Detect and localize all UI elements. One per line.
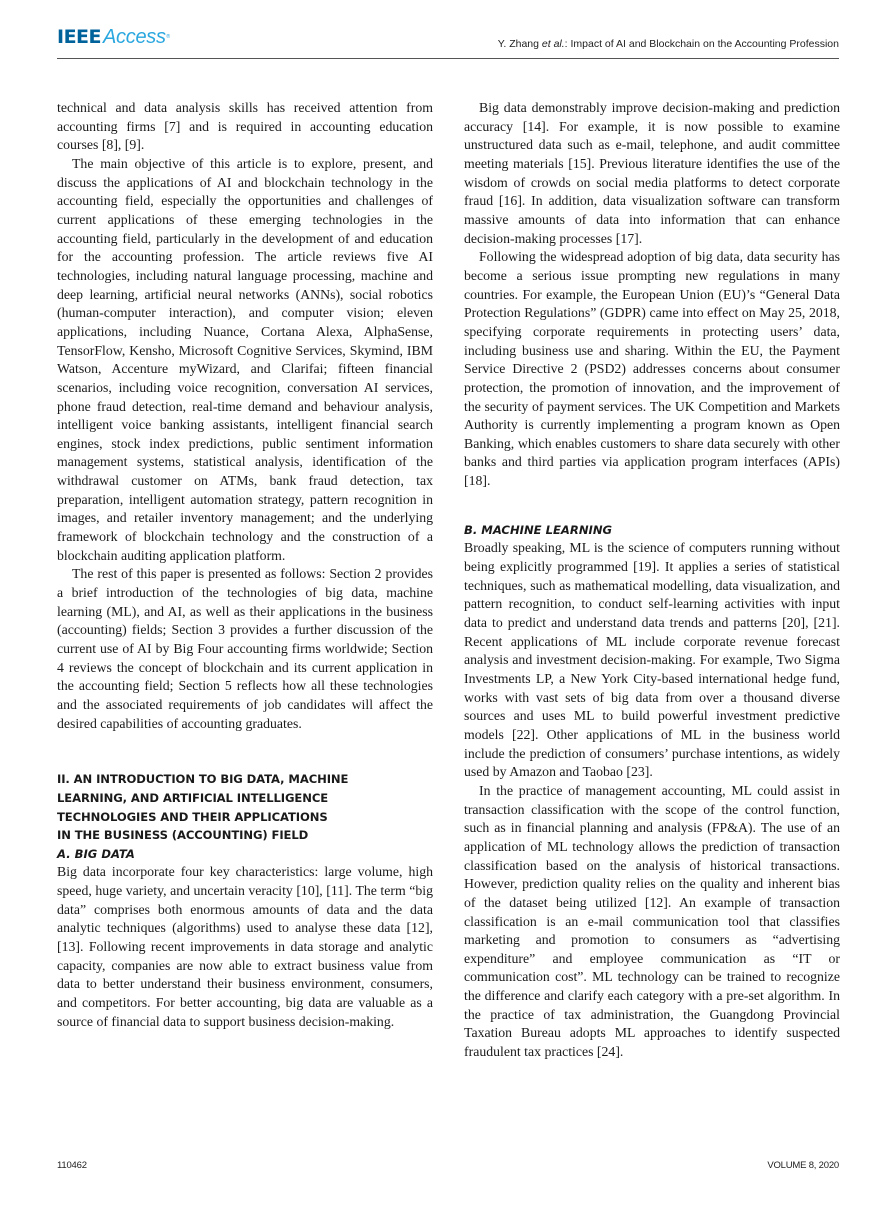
registered-mark-icon: ® — [165, 34, 171, 40]
logo-access-text: Access — [103, 26, 166, 48]
spacer — [464, 491, 840, 521]
left-column — [57, 99, 433, 1031]
spacer — [57, 733, 433, 770]
paragraph-outline: The rest of this paper is presented as follows: Section 2 provides a brief introduction of the technologies of big data, machine learning (ML), and AI, as well as their applications in the business (accounting) fields; Section 3 provides a further discussion of the current use of AI by Big Four accounting firms worldwide; Section 4 reviews the concept of blockchain and its current application in the accounting field; Section 5 reflects how all these technologies and the associated requirements of job candidates will affect the desired capabilities of accounting graduates. — [57, 566, 433, 731]
paragraph-ml-definition: Broadly speaking, ML is the science of computers running without being explicitly programmed [19]. It applies a series of statistical techniques, such as mathematical modelling, data visualization, and pattern recognition, to conduct self-learning activities with input data to predict and understand data trends and patterns [20], [21]. Recent applications of ML include corporate revenue forecast analysis and investment decision-making. For example, Two Sigma Investments LP, a New York City-based international hedge fund, works with vast sets of big data from over a thousand diverse sources and uses ML to build powerful investment predictive models [22]. Other applications of ML in the business world include the prediction of consumers’ purchase intentions, as widely used by Amazon and Taobao [23]. — [464, 540, 840, 780]
paragraph-ml-accounting: In the practice of management accounting, ML could assist in transaction classification with the scope of the control function, such as in financial planning and analysis (FP&A). The use of an application of ML technology allows the prediction of transaction classification based on the analysis of historical transactions. However, prediction quality relies on the quality and inherent bias of the dataset being utilized [12]. An example of transaction classification is an e-mail communication tool that classifies marketing and promotion to consumers as “advertising expenditure” and employee communication as “IT or communication cost”. ML technology can be trained to recognize the difference and clarify each category with a pre-set algorithm. In the practice of tax administration, the Guangdong Provincial Taxation Bureau adopts ML approaches to identify suspected fraudulent tax practices [24]. — [464, 782, 840, 1060]
section-heading-line: TECHNOLOGIES AND THEIR APPLICATIONS — [57, 809, 328, 824]
running-head-etal: et al. — [541, 38, 565, 50]
running-head-authors: Y. Zhang — [497, 38, 539, 50]
paragraph: technical and data analysis skills has received attention from accounting firms [7] and is required in accounting education courses [8], [9]. — [57, 100, 433, 153]
section-heading — [57, 770, 433, 844]
logo-ieee-text: IEEE — [57, 26, 102, 48]
page-number: 110462 — [57, 1160, 87, 1171]
paragraph-decision-making: Big data demonstrably improve decision-making and prediction accuracy [14]. For example, it is now possible to examine unstructured data such as e-mail, telephone, and audit committee meeting materials [15]. Previous literature identifies the use of the wisdom of crowds on social media platforms to detect corporate fraud [16]. In addition, data visualization software can transform massive amounts of data into information that can enhance decision-making processes [17]. — [464, 100, 840, 246]
paragraph-big-data: Big data incorporate four key characteristics: large volume, high speed, huge variety, and uncertain veracity [10], [11]. The term “big data” comprises both enormous amounts of data and the data analytic techniques (algorithms) used to analyse these data [12], [13]. Following recent improvements in data storage and analytic capacity, companies are now able to extract business value from data to better understand their business environment, consumers, and competitors. For better accounting, big data are valuable as a source of financial data to support business decision-making. — [57, 864, 433, 1029]
paragraph-data-security: Following the widespread adoption of big data, data security has become a serious issue prompting new regulations in many countries. For example, the European Union (EU)’s “General Data Protection Regulations” (GDPR) came into effect on May 25, 2018, specifying corporate requirements in protecting users’ data, including business use and sharing. Within the EU, the Payment Service Directive 2 (PSD2) addresses concerns about consumer protection, the promotion of innovation, and the improvement of the security of payment services. The UK Competition and Markets Authority is currently implementing a program known as Open Banking, which enables customers to share data securely with other banks and third parties via application program interfaces (APIs) [18]. — [464, 249, 840, 489]
ieee-access-logo — [57, 27, 171, 47]
right-column — [464, 99, 840, 1062]
section-heading-line: II. AN INTRODUCTION TO BIG DATA, MACHINE — [57, 772, 349, 787]
volume-label: VOLUME 8, 2020 — [767, 1160, 839, 1171]
subsection-heading-big-data: A. BIG DATA — [57, 846, 135, 861]
subsection-heading-machine-learning: B. MACHINE LEARNING — [464, 522, 613, 537]
running-head — [498, 38, 839, 50]
paragraph-objective: The main objective of this article is to explore, present, and discuss the applications of AI and blockchain technology in the accounting field, especially the opportunities and challenges of current applications of these emerging technologies in the accounting field, particularly in the development of and education for the accounting profession. The article reviews five AI technologies, including natural language processing, machine and deep learning, artificial neural networks (ANNs), social robotics (human-computer interaction), and computer vision; eleven applications, including Nuance, Cortana Alexa, AlphaSense, TensorFlow, Kensho, Microsoft Cognitive Services, Skymind, IBM Watson, Accenture myWizard, and Clarifai; fifteen financial scenarios, including voice recognition, conversation AI services, phone fraud detection, real-time demand and behaviour analysis, intelligent voice banking assistants, intelligent financial search engines, stock index predictions, public sentiment information management systems, statistical analysis, identification of the withdrawal customer on ATMs, bank fraud detection, tax preparation, intelligent automation strategy, pattern recognition in images, and retailer inventory management; and the underlying framework of blockchain technology and the construction of a blockchain auditing application platform. — [57, 155, 433, 563]
running-head-title: : Impact of AI and Blockchain on the Accounting Profession — [564, 38, 839, 50]
section-heading-line: IN THE BUSINESS (ACCOUNTING) FIELD — [57, 828, 309, 843]
page-header — [57, 0, 839, 59]
section-heading-line: LEARNING, AND ARTIFICIAL INTELLIGENCE — [57, 790, 329, 805]
